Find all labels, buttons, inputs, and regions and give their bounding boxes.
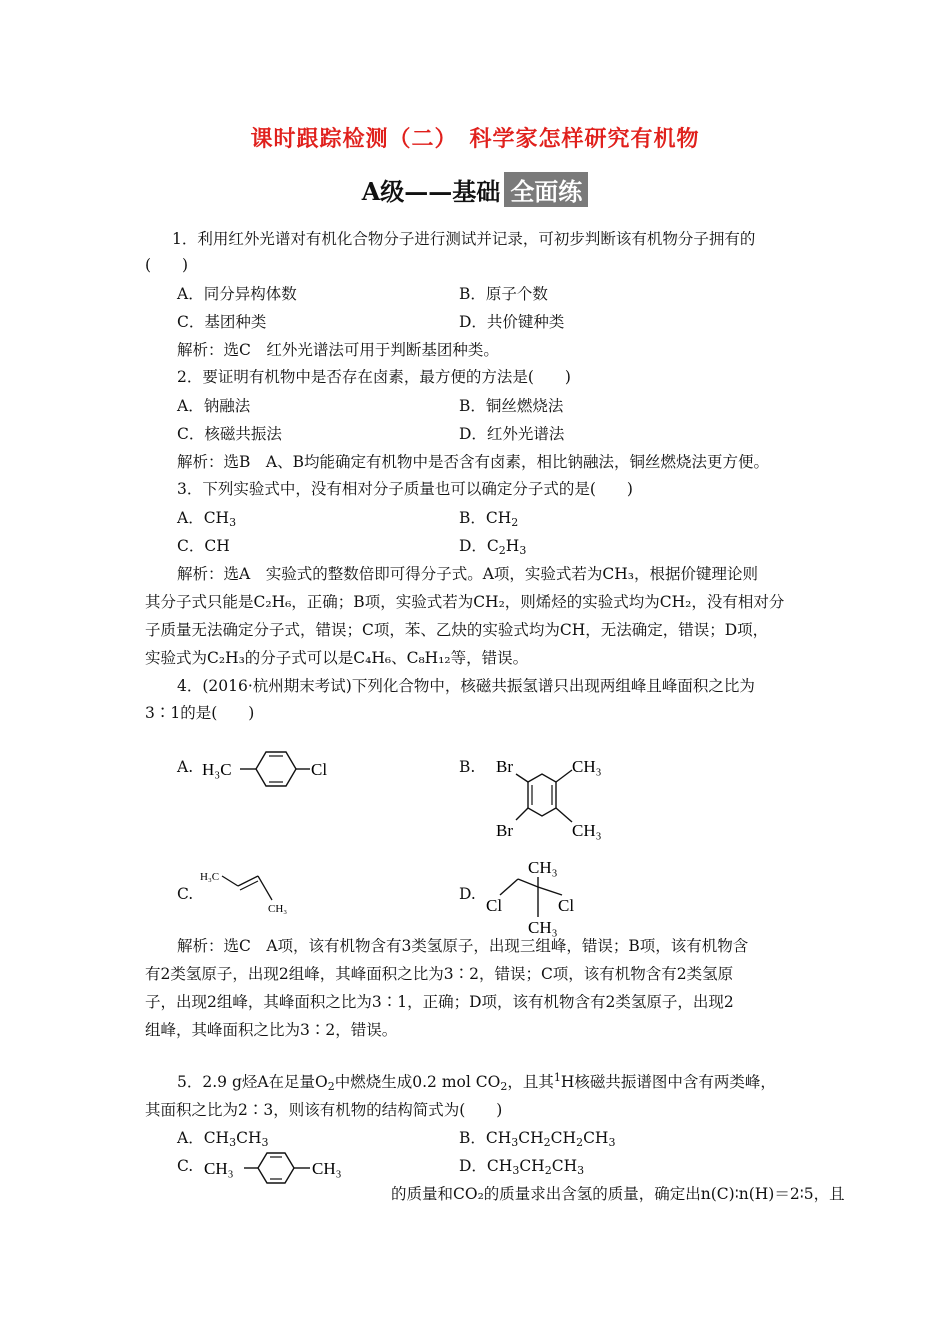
q4-label-c: C. [177, 885, 194, 903]
q5-option-c-label: C. [177, 1157, 194, 1175]
q1-option-b: B．原子个数 [459, 285, 548, 303]
q1-option-a: A．同分异构体数 [177, 285, 297, 303]
q3-answer-line1: 解析：选A 实验式的整数倍即可得分子式。A项，实验式若为CH₃，根据价键理论则 [177, 565, 758, 583]
q2-answer: 解析：选B A、B均能确定有机物中是否含有卤素，相比钠融法，铜丝燃烧法更方便。 [177, 453, 769, 471]
q3-option-c: C．CH [177, 537, 230, 555]
q1-answer: 解析：选C 红外光谱法可用于判断基团种类。 [177, 341, 499, 359]
structure-q5-c [202, 1146, 362, 1186]
q3-option-a: A．CH3 [177, 509, 237, 529]
q3-answer-line3: 子质量无法确定分子式，错误；C项，苯、乙炔的实验式均为CH，无法确定，错误；D项， [145, 621, 769, 639]
structure-c [198, 862, 308, 918]
q4-answer-line4: 组峰，其峰面积之比为3∶2，错误。 [145, 1021, 398, 1039]
q1-option-c: C．基团种类 [177, 313, 267, 331]
structure-b-br-top: Br [496, 757, 513, 776]
q3-option-b: B．CH2 [459, 509, 519, 529]
grade-heading [0, 172, 950, 207]
q4-label-d: D. [459, 885, 476, 903]
q2-option-c: C．核磁共振法 [177, 425, 282, 443]
q3-answer-line2: 其分子式只能是C₂H₆，正确；B项，实验式若为CH₂，则烯烃的实验式均为CH₂，没有相对分 [145, 593, 785, 611]
q4-stem-line2: 3∶1的是( ) [145, 704, 255, 722]
q3-option-d: D．C2H3 [459, 537, 527, 557]
structure-d-cl-right: Cl [558, 896, 575, 915]
q4-stem-line1: 4．(2016·杭州期末考试)下列化合物中，核磁共振氢谱只出现两组峰且峰面积之比为 [177, 677, 755, 695]
q3-answer-line4: 实验式为C₂H₃的分子式可以是C₄H₆、C₈H₁₂等，错误。 [145, 649, 529, 667]
q2-stem: 2．要证明有机物中是否存在卤素，最方便的方法是( ) [177, 368, 571, 386]
q5-stem-line1: 5．2.9 g烃A在足量O2中燃烧生成0.2 mol CO2，且其$^1$H核磁共振谱图中含有两类峰， [177, 1071, 776, 1093]
structure-b [490, 752, 630, 844]
structure-c-h3c: H₃C [200, 871, 220, 883]
q4-answer-line2: 有2类氢原子，出现2组峰，其峰面积之比为3∶2，错误；C项，该有机物含有2类氢原 [145, 965, 734, 983]
q4-answer-line1: 解析：选C A项，该有机物含有3类氢原子，出现三组峰，错误；B项，该有机物含 [177, 937, 749, 955]
structure-a-cl: Cl [311, 760, 328, 779]
structure-a-h3c: H₃C [202, 760, 232, 779]
grade-box: 全面练 [504, 172, 588, 207]
q2-option-a: A．钠融法 [177, 397, 251, 415]
q5-option-a: A．CH3CH3 [177, 1129, 269, 1149]
structure-d-ch3-bottom: CH₃ [528, 918, 558, 937]
q3-stem: 3．下列实验式中，没有相对分子质量也可以确定分子式的是( ) [177, 480, 633, 498]
structure-d-cl-left: Cl [486, 896, 503, 915]
structure-b-ch3-top: CH₃ [572, 757, 602, 776]
q4-answer-line3: 子，出现2组峰，其峰面积之比为3∶1，正确；D项，该有机物含有2类氢原子，出现2 [145, 993, 734, 1011]
structure-b-ch3-bottom: CH₃ [572, 821, 602, 840]
structure-b-br-bottom: Br [496, 821, 513, 840]
structure-d [482, 855, 592, 937]
structure-d-ch3-top: CH₃ [528, 858, 558, 877]
q1-option-d: D．共价键种类 [459, 313, 565, 331]
q2-option-d: D．红外光谱法 [459, 425, 565, 443]
q4-label-b: B. [459, 758, 476, 776]
q5-option-b: B．CH3CH2CH2CH3 [459, 1129, 616, 1149]
structure-q5-ch3-right: CH₃ [312, 1159, 342, 1178]
q1-paren: ( ) [145, 256, 189, 274]
q4-label-a: A. [177, 758, 194, 776]
q1-stem: 1．利用红外光谱对有机化合物分子进行测试并记录，可初步判断该有机物分子拥有的 [172, 230, 756, 248]
grade-prefix: A级——基础 [361, 177, 501, 206]
q5-option-d: D．CH3CH2CH3 [459, 1157, 585, 1177]
q2-option-b: B．铜丝燃烧法 [459, 397, 564, 415]
page-title: 课时跟踪检测（二） 科学家怎样研究有机物 [250, 126, 700, 152]
structure-a [200, 745, 350, 791]
q5-stem-line2: 其面积之比为2∶3，则该有机物的结构简式为( ) [145, 1101, 503, 1119]
structure-q5-ch3-left: CH₃ [204, 1159, 234, 1178]
structure-c-ch3: CH₃ [268, 903, 288, 915]
q5-answer-partial: 的质量和CO₂的质量求出含氢的质量，确定出n(C)∶n(H)＝2∶5，且 [391, 1185, 845, 1203]
